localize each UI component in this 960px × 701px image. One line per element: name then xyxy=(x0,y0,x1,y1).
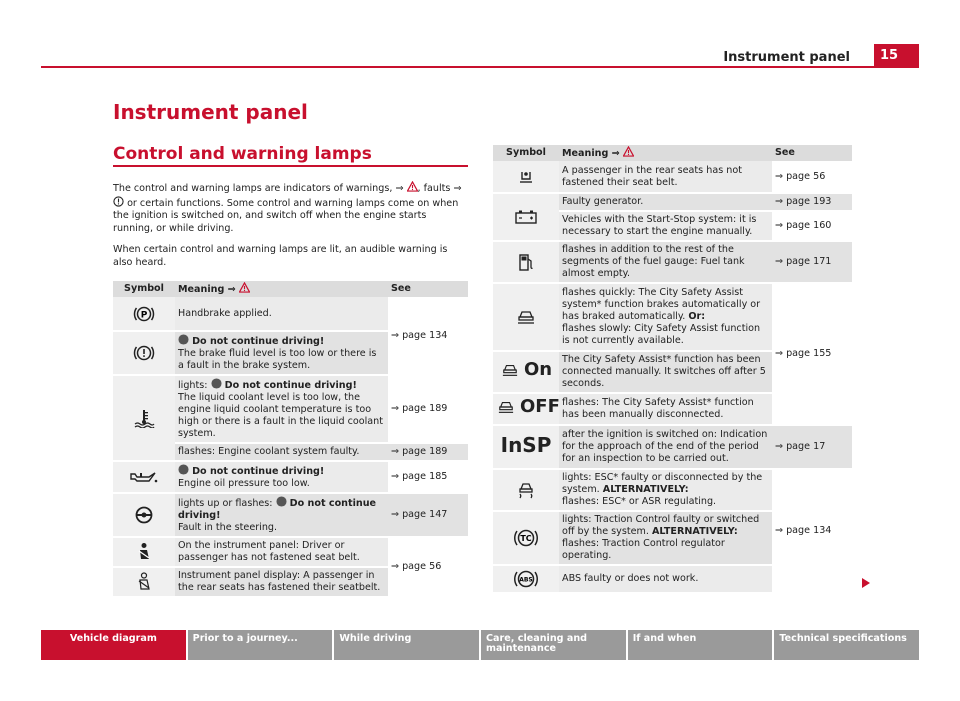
symbol-cell xyxy=(493,511,559,565)
handbrake-icon xyxy=(133,305,155,323)
meaning-cell: Do not continue driving! Engine oil pressure too low. xyxy=(175,461,388,493)
page-reference[interactable]: ⇒ page 155 xyxy=(772,283,852,425)
page-number: 15 xyxy=(874,44,919,68)
meaning-cell: Faulty generator. xyxy=(559,193,772,211)
oil-pressure-icon xyxy=(129,469,159,485)
col-symbol: Symbol xyxy=(493,145,559,161)
city-safety-off-icon xyxy=(496,399,516,415)
brake-fluid-icon xyxy=(133,344,155,362)
esc-icon xyxy=(515,480,537,500)
warning-triangle-icon xyxy=(239,282,250,293)
fault-info-icon xyxy=(113,196,124,207)
symbol-cell xyxy=(493,193,559,241)
symbol-cell xyxy=(113,461,175,493)
meaning-cell: A passenger in the rear seats has not fastened their seat belt. xyxy=(559,161,772,193)
page-reference[interactable]: ⇒ page 171 xyxy=(772,241,852,283)
page-reference[interactable]: ⇒ page 189 xyxy=(388,375,468,443)
meaning-cell: lights: Traction Control faulty or switched off by the system. ALTERNATIVELY: flashes: Traction Control regulator operating. xyxy=(559,511,772,565)
meaning-cell: ABS faulty or does not work. xyxy=(559,565,772,593)
meaning-cell: flashes: The City Safety Assist* function has been manually disconnected. xyxy=(559,393,772,425)
fuel-icon xyxy=(516,252,536,272)
meaning-cell: The City Safety Assist* function has been connected manually. It switches off after 5 seconds. xyxy=(559,351,772,393)
symbol-cell: On xyxy=(493,351,559,393)
svg-text:ABS: ABS xyxy=(519,576,533,584)
abs-icon xyxy=(513,568,539,590)
meaning-cell: flashes: Engine coolant system faulty. xyxy=(175,443,388,461)
symbol-cell xyxy=(493,469,559,511)
nav-technical-specs[interactable]: Technical specifications xyxy=(774,630,919,660)
intro-paragraph: The control and warning lamps are indicators of warnings, ⇒ , faults ⇒ or certain functions. Some control and warning lamps come on when the ignition is switched on, and switch off when the engine starts running, or while driving. xyxy=(113,183,462,234)
svg-text:P: P xyxy=(140,310,148,320)
symbol-cell xyxy=(113,375,175,461)
meaning-cell: Vehicles with the Start-Stop system: it is necessary to start the engine manually. xyxy=(559,211,772,241)
page-reference[interactable]: ⇒ page 17 xyxy=(772,425,852,469)
lamps-table-right xyxy=(493,145,852,594)
rear-seatbelt-icon xyxy=(516,168,536,186)
continued-arrow-icon xyxy=(862,578,870,588)
city-safety-icon xyxy=(515,308,537,326)
symbol-cell xyxy=(113,537,175,567)
nav-if-and-when[interactable]: If and when xyxy=(628,630,773,660)
page-reference[interactable]: ⇒ page 134 xyxy=(388,297,468,375)
steering-icon xyxy=(133,505,155,525)
chapter-nav xyxy=(41,630,919,660)
running-header-title: Instrument panel xyxy=(723,50,850,65)
symbol-cell xyxy=(493,241,559,283)
symbol-cell xyxy=(493,425,559,469)
page-reference[interactable]: ⇒ page 56 xyxy=(388,537,468,597)
stop-dot-icon xyxy=(178,334,189,345)
meaning-cell: flashes in addition to the rest of the segments of the fuel gauge: Fuel tank almost empty. xyxy=(559,241,772,283)
symbol-cell xyxy=(493,565,559,593)
chapter-title: Instrument panel xyxy=(113,100,308,124)
page-reference[interactable]: ⇒ page 185 xyxy=(388,461,468,493)
meaning-cell: On the instrument panel: Driver or passenger has not fastened seat belt. xyxy=(175,537,388,567)
meaning-cell: lights: ESC* faulty or disconnected by the system. ALTERNATIVELY: flashes: ESC* or ASR regulating. xyxy=(559,469,772,511)
warning-triangle-icon xyxy=(407,181,418,192)
meaning-cell: lights up or flashes: Do not continue driving! Fault in the steering. xyxy=(175,493,388,537)
symbol-cell xyxy=(493,161,559,193)
svg-text:TC: TC xyxy=(520,534,532,543)
nav-care-cleaning[interactable]: Care, cleaning and maintenance xyxy=(481,630,626,660)
stop-dot-icon xyxy=(276,496,287,507)
meaning-cell: after the ignition is switched on: Indication for the approach of the end of the period for an inspection to be carried out. xyxy=(559,425,772,469)
col-meaning: Meaning ⇒ xyxy=(559,145,772,161)
seatbelt-rear-icon xyxy=(134,572,154,592)
col-see: See xyxy=(772,145,852,161)
stop-dot-icon xyxy=(211,378,222,389)
audible-warning-paragraph: When certain control and warning lamps are lit, an audible warning is also heard. xyxy=(113,244,448,268)
nav-vehicle-diagram[interactable]: Vehicle diagram xyxy=(41,630,186,660)
symbol-cell xyxy=(113,567,175,597)
meaning-cell: Do not continue driving! The brake fluid level is too low or there is a fault in the brake system. xyxy=(175,331,388,375)
traction-control-icon xyxy=(513,527,539,549)
meaning-cell: Instrument panel display: A passenger in the rear seats has fastened their seatbelt. xyxy=(175,567,388,597)
section-rule xyxy=(113,165,468,167)
meaning-cell: flashes quickly: The City Safety Assist system* function brakes automatically or has braked automatically. Or: flashes slowly: City Safety Assist function is not currently available. xyxy=(559,283,772,351)
header-rule xyxy=(41,66,919,68)
page-reference[interactable]: ⇒ page 147 xyxy=(388,493,468,537)
page-reference[interactable]: ⇒ page 193 xyxy=(772,193,852,211)
meaning-cell: lights: Do not continue driving! The liquid coolant level is too low, the engine liquid coolant temperature is too high or there is a fault in the liquid coolant system. xyxy=(175,375,388,443)
seatbelt-icon xyxy=(134,542,154,562)
symbol-cell xyxy=(113,331,175,375)
symbol-cell xyxy=(113,297,175,331)
nav-while-driving[interactable]: While driving xyxy=(334,630,479,660)
col-see: See xyxy=(388,281,468,297)
generator-icon xyxy=(514,209,538,225)
stop-dot-icon xyxy=(178,464,189,475)
inspection-icon: InSP xyxy=(500,432,552,457)
nav-prior-to-journey[interactable]: Prior to a journey... xyxy=(188,630,333,660)
city-safety-on-icon xyxy=(500,362,520,378)
coolant-icon xyxy=(133,408,155,428)
symbol-cell: OFF xyxy=(493,393,559,425)
symbol-cell xyxy=(113,493,175,537)
meaning-cell: Handbrake applied. xyxy=(175,297,388,331)
symbol-cell xyxy=(493,283,559,351)
section-title: Control and warning lamps xyxy=(113,144,372,164)
page-reference[interactable]: ⇒ page 134 xyxy=(772,469,852,593)
warning-triangle-icon xyxy=(623,146,634,157)
page-reference[interactable]: ⇒ page 189 xyxy=(388,443,468,461)
col-meaning: Meaning ⇒ xyxy=(175,281,388,297)
lamps-table-left xyxy=(113,281,468,598)
page-reference[interactable]: ⇒ page 160 xyxy=(772,211,852,241)
page-reference[interactable]: ⇒ page 56 xyxy=(772,161,852,193)
col-symbol: Symbol xyxy=(113,281,175,297)
